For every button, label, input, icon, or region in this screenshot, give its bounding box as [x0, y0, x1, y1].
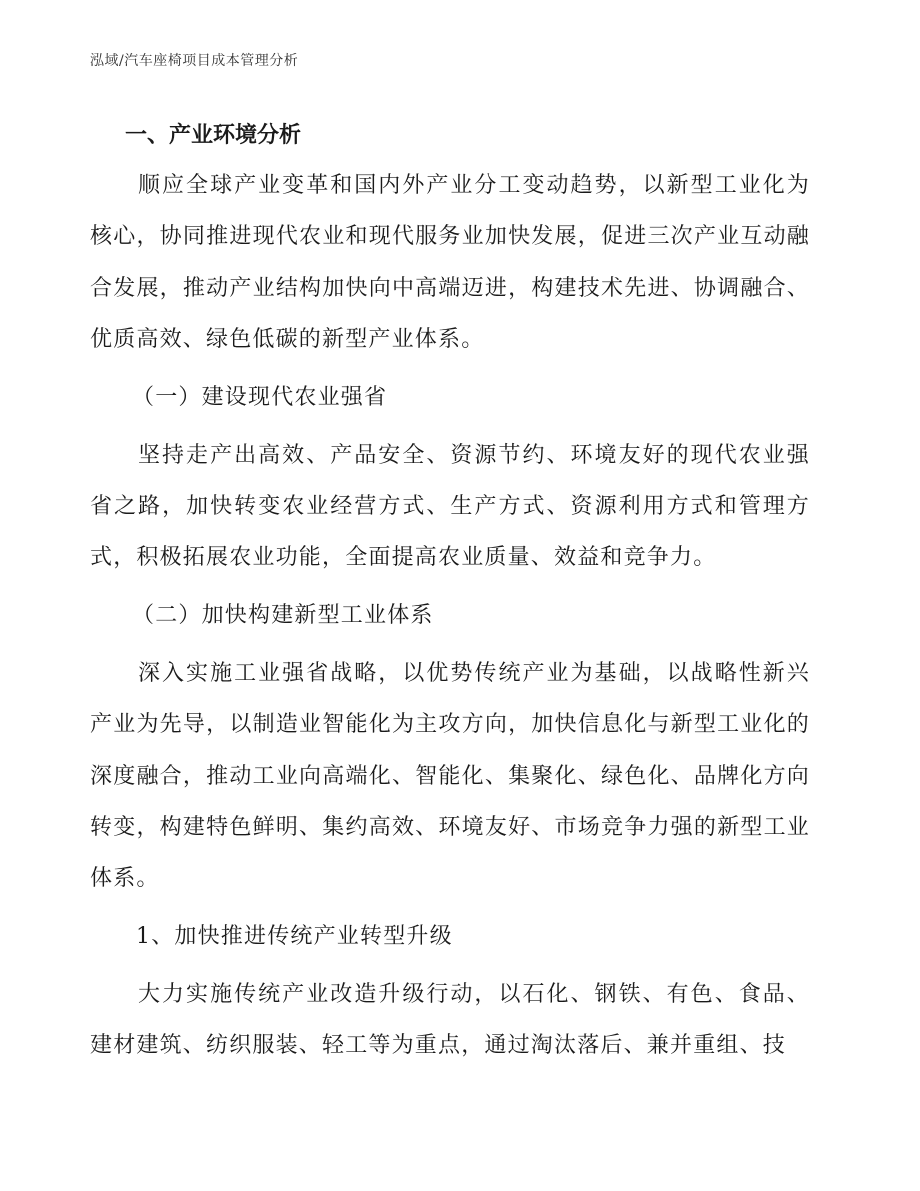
section-heading: 一、产业环境分析 [125, 122, 302, 148]
subheading-industry: （二）加快构建新型工业体系 [132, 602, 434, 628]
running-header: 泓域/汽车座椅项目成本管理分析 [90, 53, 299, 69]
paragraph-industry: 深入实施工业强省战略，以优势传统产业为基础，以战略性新兴产业为先导，以制造业智能化为主攻方向，加快信息化与新型工业化的深度融合，推动工业向高端化、智能化、集聚化、绿色化、品牌化方向转变，构建特色鲜明、集约高效、环境友好、市场竞争力强的新型工业体系。 [90, 660, 810, 892]
paragraph-traditional-upgrade: 大力实施传统产业改造升级行动，以石化、钢铁、有色、食品、建材建筑、纺织服装、轻工等为重点，通过淘汰落后、兼并重组、技 [90, 981, 810, 1059]
subheading-traditional-upgrade: 1、加快推进传统产业转型升级 [136, 923, 453, 949]
paragraph-agriculture: 坚持走产出高效、产品安全、资源节约、环境友好的现代农业强省之路，加快转变农业经营方式、生产方式、资源利用方式和管理方式，积极拓展农业功能，全面提高农业质量、效益和竞争力。 [90, 442, 810, 571]
intro-paragraph: 顺应全球产业变革和国内外产业分工变动趋势，以新型工业化为核心，协同推进现代农业和现代服务业加快发展，促进三次产业互动融合发展，推动产业结构加快向中高端迈进，构建技术先进、协调融合、优质高效、绿色低碳的新型产业体系。 [90, 173, 810, 353]
document-body [90, 110, 810, 1072]
subheading-agriculture: （一）建设现代农业强省 [132, 384, 388, 410]
